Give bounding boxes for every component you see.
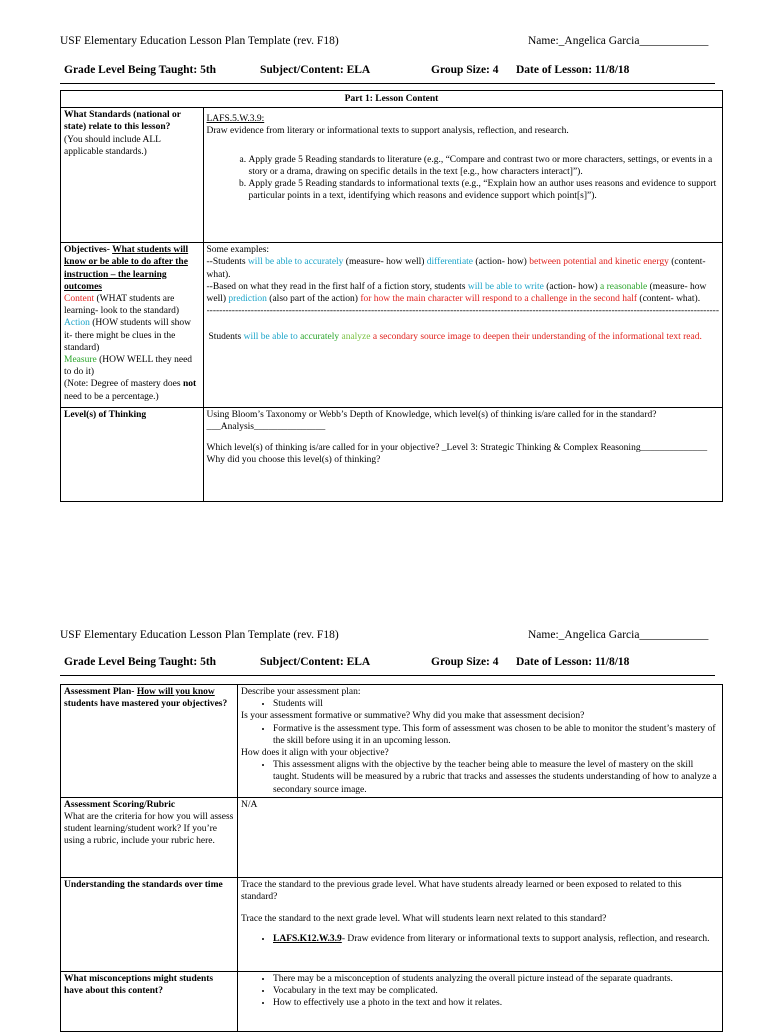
thinking-content: Using Bloom’s Taxonomy or Webb’s Depth of Knowledge, which level(s) of thinking is/are called for in the standard? ___Analysis_______________ Which level(s) of thinking is/are called for in your objective? _Level 3: Strategic Thinking & Complex Reasoning______________ Why did you choose this level(s) of thinking? <box>203 408 723 502</box>
template-title: USF Elementary Education Lesson Plan Template (rev. F18) <box>60 629 339 641</box>
misconceptions-label: What misconceptions might students have about this content? <box>61 971 238 1031</box>
lesson-info-bar <box>60 64 715 84</box>
part-title: Part 1: Lesson Content <box>61 91 723 108</box>
lesson-date: Date of Lesson: 11/8/18 <box>516 656 630 668</box>
objective-example-2: --Based on what they read in the first half of a fiction story, students will be able to write (action- how) a reasonable (measure- how well) prediction (also part of the action) for how the main character will respond to a challenge in the second half (content- what). <box>206 281 707 305</box>
standard-item: a. Apply grade 5 Reading standards to literature (e.g., “Compare and contrast two or more characters, settings, or events in a story or a drama, drawing on specific details in the text [e.g., how characters interact]”). <box>249 154 720 178</box>
objective-example-1: --Students will be able to accurately (measure- how well) differentiate (action- how) between potential and kinetic energy (content- what). <box>206 257 706 280</box>
next-standard: • LAFS.K12.W.3.9- Draw evidence from literary or informational texts to support analysis, reflection, and research. <box>273 933 719 945</box>
scoring-value: N/A <box>238 797 723 877</box>
standards-content <box>203 108 723 243</box>
understanding-label: Understanding the standards over time <box>61 877 238 971</box>
standard-code: LAFS.5.W.3.9: <box>206 114 265 125</box>
subject-content: Subject/Content: ELA <box>260 64 371 76</box>
assessment-table <box>60 684 723 1032</box>
misconception-item: • How to effectively use a photo in the text and how it relates. <box>273 997 719 1009</box>
student-name: Name:_Angelica Garcia____________ <box>528 35 709 47</box>
objectives-row <box>61 243 723 408</box>
standard-item: b. Apply grade 5 Reading standards to informational texts (e.g., “Explain how an author uses reasons and evidence to support particular points in a text, identifying which reasons and evidence support which point[s]”). <box>249 178 720 202</box>
template-title: USF Elementary Education Lesson Plan Template (rev. F18) <box>60 35 339 47</box>
subject-content: Subject/Content: ELA <box>260 656 371 668</box>
grade-level: Grade Level Being Taught: 5th <box>64 656 217 668</box>
scoring-label: Assessment Scoring/Rubric What are the criteria for how you will assess student learning/student work? If you’re using a rubric, include your rubric here. <box>61 797 238 877</box>
understanding-row <box>61 877 723 971</box>
lesson-objective: Students will be able to accurately analyze a secondary source image to deepen their understanding of the informational text read. <box>208 332 702 343</box>
student-name: Name:_Angelica Garcia____________ <box>528 629 709 641</box>
misconceptions-content <box>238 971 723 1031</box>
misconception-item: • There may be a misconception of students analyzing the overall picture instead of the separate quadrants. <box>273 973 719 985</box>
misconception-item: • Vocabulary in the text may be complicated. <box>273 985 719 997</box>
divider-dashes: ------------------------------------------------------------------------------------------------------------------------------------------------------------------ <box>206 306 719 317</box>
objectives-label: Objectives- What students will know or be able to do after the instruction – the learning outcomes Content (WHAT students are learning- look to the standard) Action (HOW students will show it- there might be clues in the standard) Measure (HOW WELL they need to do it) (Note: Degree of mastery does not need to be a percentage.) <box>61 243 204 408</box>
standard-description: Draw evidence from literary or informational texts to support analysis, reflection, and research. <box>206 126 569 137</box>
assessment-row <box>61 685 723 798</box>
understanding-content: Trace the standard to the previous grade level. What have students already learned or been exposed to related to this standard? Trace the standard to the next grade level. What will students learn next related to this standard? • LAFS.K12.W.3.9- Draw evidence from literary or informational texts to support analysis, reflection, and research. <box>238 877 723 971</box>
lesson-date: Date of Lesson: 11/8/18 <box>516 64 630 76</box>
objectives-content: Some examples: --Students will be able to accurately (measure- how well) differentiate (action- how) between potential and kinetic energy (content- what). --Based on what they read in the first half of a fiction story, students will be able to write (action- how) a reasonable (measure- how well) prediction (also part of the action) for how the main character will respond to a challenge in the second half (content- what). ------------------------------------------------------------------------------------------------------------------------------------------------------------------ Students will be able to accurately analyze a secondary source image to deepen their understanding of the informational text read. <box>203 243 723 408</box>
lesson-info-bar <box>60 656 715 676</box>
thinking-row <box>61 408 723 502</box>
standards-row <box>61 108 723 243</box>
misconceptions-row <box>61 971 723 1031</box>
grade-level: Grade Level Being Taught: 5th <box>64 64 217 76</box>
thinking-label: Level(s) of Thinking <box>61 408 204 502</box>
standards-label: What Standards (national or state) relate to this lesson? (You should include ALL applicable standards.) <box>61 108 204 243</box>
assessment-label: Assessment Plan- How will you know students have mastered your objectives? <box>61 685 238 798</box>
group-size: Group Size: 4 <box>431 64 499 76</box>
page-2 <box>0 618 768 1024</box>
scoring-row <box>61 797 723 877</box>
lesson-content-table <box>60 90 723 502</box>
group-size: Group Size: 4 <box>431 656 499 668</box>
assessment-content: Describe your assessment plan: • Students will Is your assessment formative or summative? Why did you make that assessment decision? • Formative is the assessment type. This form of assessment was chosen to be able to monitor the student’s mastery of the skill before using it in an upcoming lesson. How does it align with your objective? • This assessment aligns with the objective by the teacher being able to measure the level of mastery on the skill taught. Students will be measured by a rubric that tracks and assesses the students understanding of how to analyze a secondary source image. <box>238 685 723 798</box>
standard-list <box>223 154 720 203</box>
